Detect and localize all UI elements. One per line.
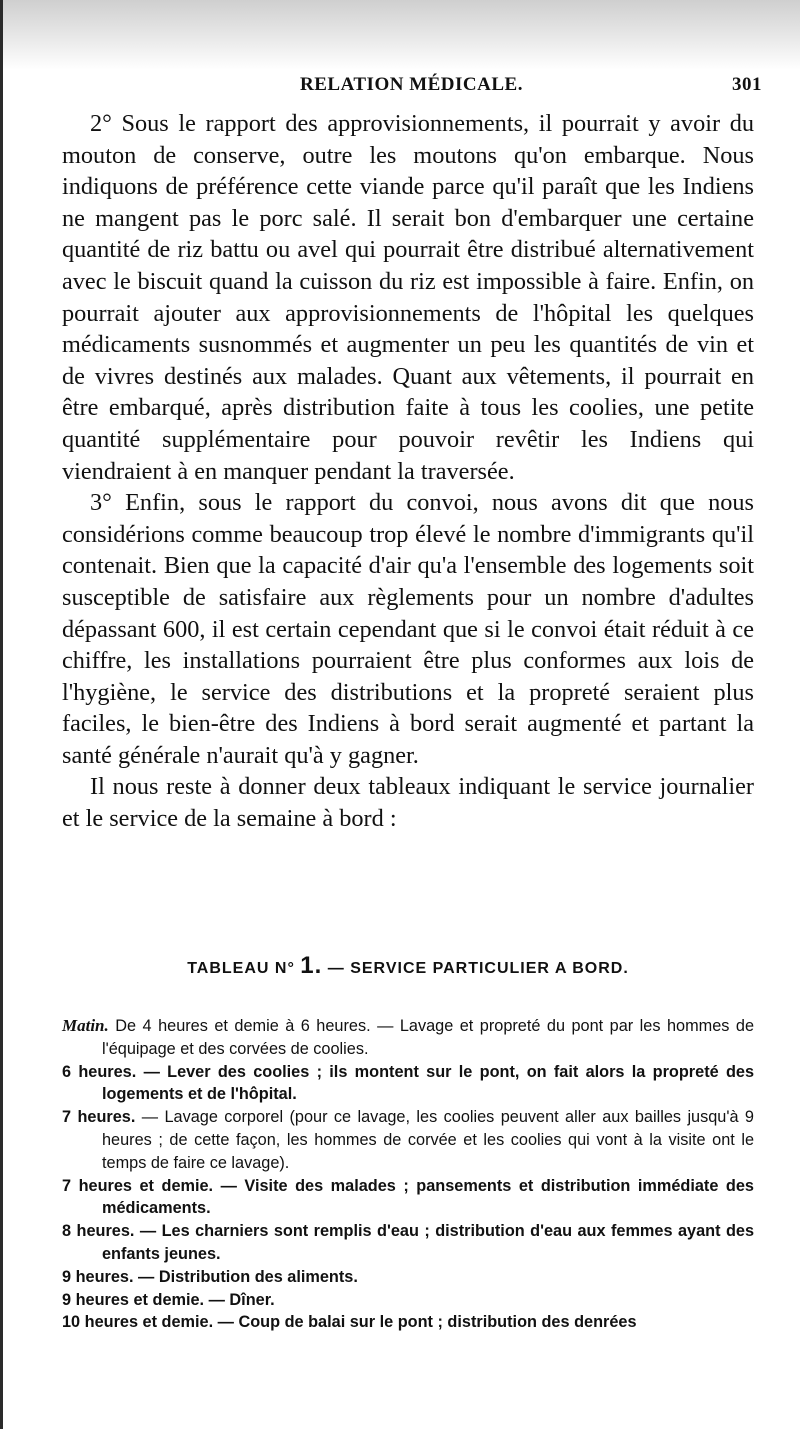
schedule-entry [62,1106,754,1174]
schedule-description: De 4 heures et demie à 6 heures. — Lavage et propreté du pont par les hommes de l'équipage et des corvées de coolies. [102,1017,754,1058]
table-title [62,952,754,980]
paragraph-provisions: 2° Sous le rapport des approvisionnements, il pourrait y avoir du mouton de conserve, outre les moutons qu'on embarque. Nous indiquons de préférence cette viande parce qu'il paraît que les Indiens ne mangent pas le porc salé. Il serait bon d'embarquer une certaine quantité de riz battu ou avel qui pourrait être distribué alternativement avec le biscuit quand la cuisson du riz est impossible à faire. Enfin, on pourrait ajouter aux approvisionnements de l'hôpital les quelques médicaments susnommés et augmenter un peu les quantités de vin et de vivres destinés aux malades. Quant aux vêtements, il pourrait en être embarqué, après distribution faite à tous les coolies, une petite quantité supplémentaire pour pouvoir revêtir les Indiens qui viendraient à en manquer pendant la traversée. [62,110,754,485]
header-title: RELATION MÉDICALE. [300,74,523,95]
schedule-entry [62,1061,754,1107]
schedule-entry [62,1015,754,1061]
schedule-description: — Lever des coolies ; ils montent sur le pont, on fait alors la propreté des logements et de l'hôpital. [102,1062,755,1104]
page-number: 301 [732,74,762,95]
scan-shadow-top [0,0,800,70]
schedule-time: 7 heures et demie. [62,1176,214,1195]
table-title-suffix: — SERVICE PARTICULIER A BORD. [327,960,629,977]
daily-schedule [62,1015,754,1334]
table-title-prefix: TABLEAU N° [187,960,295,977]
schedule-entry [62,1311,754,1334]
schedule-description: — Lavage corporel (pour ce lavage, les coolies peuvent aller aux bailles jusqu'à 9 heures ; de cette façon, les hommes de corvée et les coolies qui vont à la visite ont le temps de faire ce lavage). [102,1108,754,1172]
schedule-description: — Visite des malades ; pansements et distribution immédiate des médicaments. [102,1176,754,1218]
schedule-entry [62,1175,754,1221]
body-text [62,108,754,835]
running-header [60,74,770,100]
schedule-description: — Coup de balai sur le pont ; distribution des denrées [217,1313,637,1332]
schedule-description: — Les charniers sont remplis d'eau ; distribution d'eau aux femmes ayant des enfants jeunes. [102,1222,754,1263]
schedule-time: 9 heures et demie. [62,1290,205,1309]
scan-edge-left [0,0,3,1429]
schedule-time: 8 heures. [62,1222,135,1241]
schedule-description: — Distribution des aliments. [138,1267,358,1286]
paragraph-convoy: 3° Enfin, sous le rapport du convoi, nous avons dit que nous considérions comme beaucoup trop élevé le nombre d'immigrants qu'il contenait. Bien que la capacité d'air qu'a l'ensemble des logements soit susceptible de satisfaire aux règlements pour un nombre d'adultes dépassant 600, il est certain cependant que si le convoi était réduit à ce chiffre, les installations pourraient être plus conformes aux lois de l'hygiène, le service des distributions et la propreté seraient plus faciles, le bien-être des Indiens à bord serait augmenté et partant la santé générale n'aurait qu'à y gagner. [62,489,754,769]
schedule-description: — Dîner. [208,1290,275,1309]
paragraph-tables-intro: Il nous reste à donner deux tableaux indiquant le service journalier et le service de la semaine à bord : [62,773,754,833]
schedule-time: 9 heures. [62,1267,134,1286]
table-title-number: 1. [300,952,323,979]
schedule-time: 6 heures. [62,1062,137,1081]
schedule-entry [62,1289,754,1312]
schedule-entry [62,1220,754,1266]
schedule-time: 10 heures et demie. [62,1313,214,1332]
schedule-time: 7 heures. [62,1108,136,1127]
schedule-time: Matin. [62,1016,109,1035]
schedule-entry [62,1266,754,1289]
